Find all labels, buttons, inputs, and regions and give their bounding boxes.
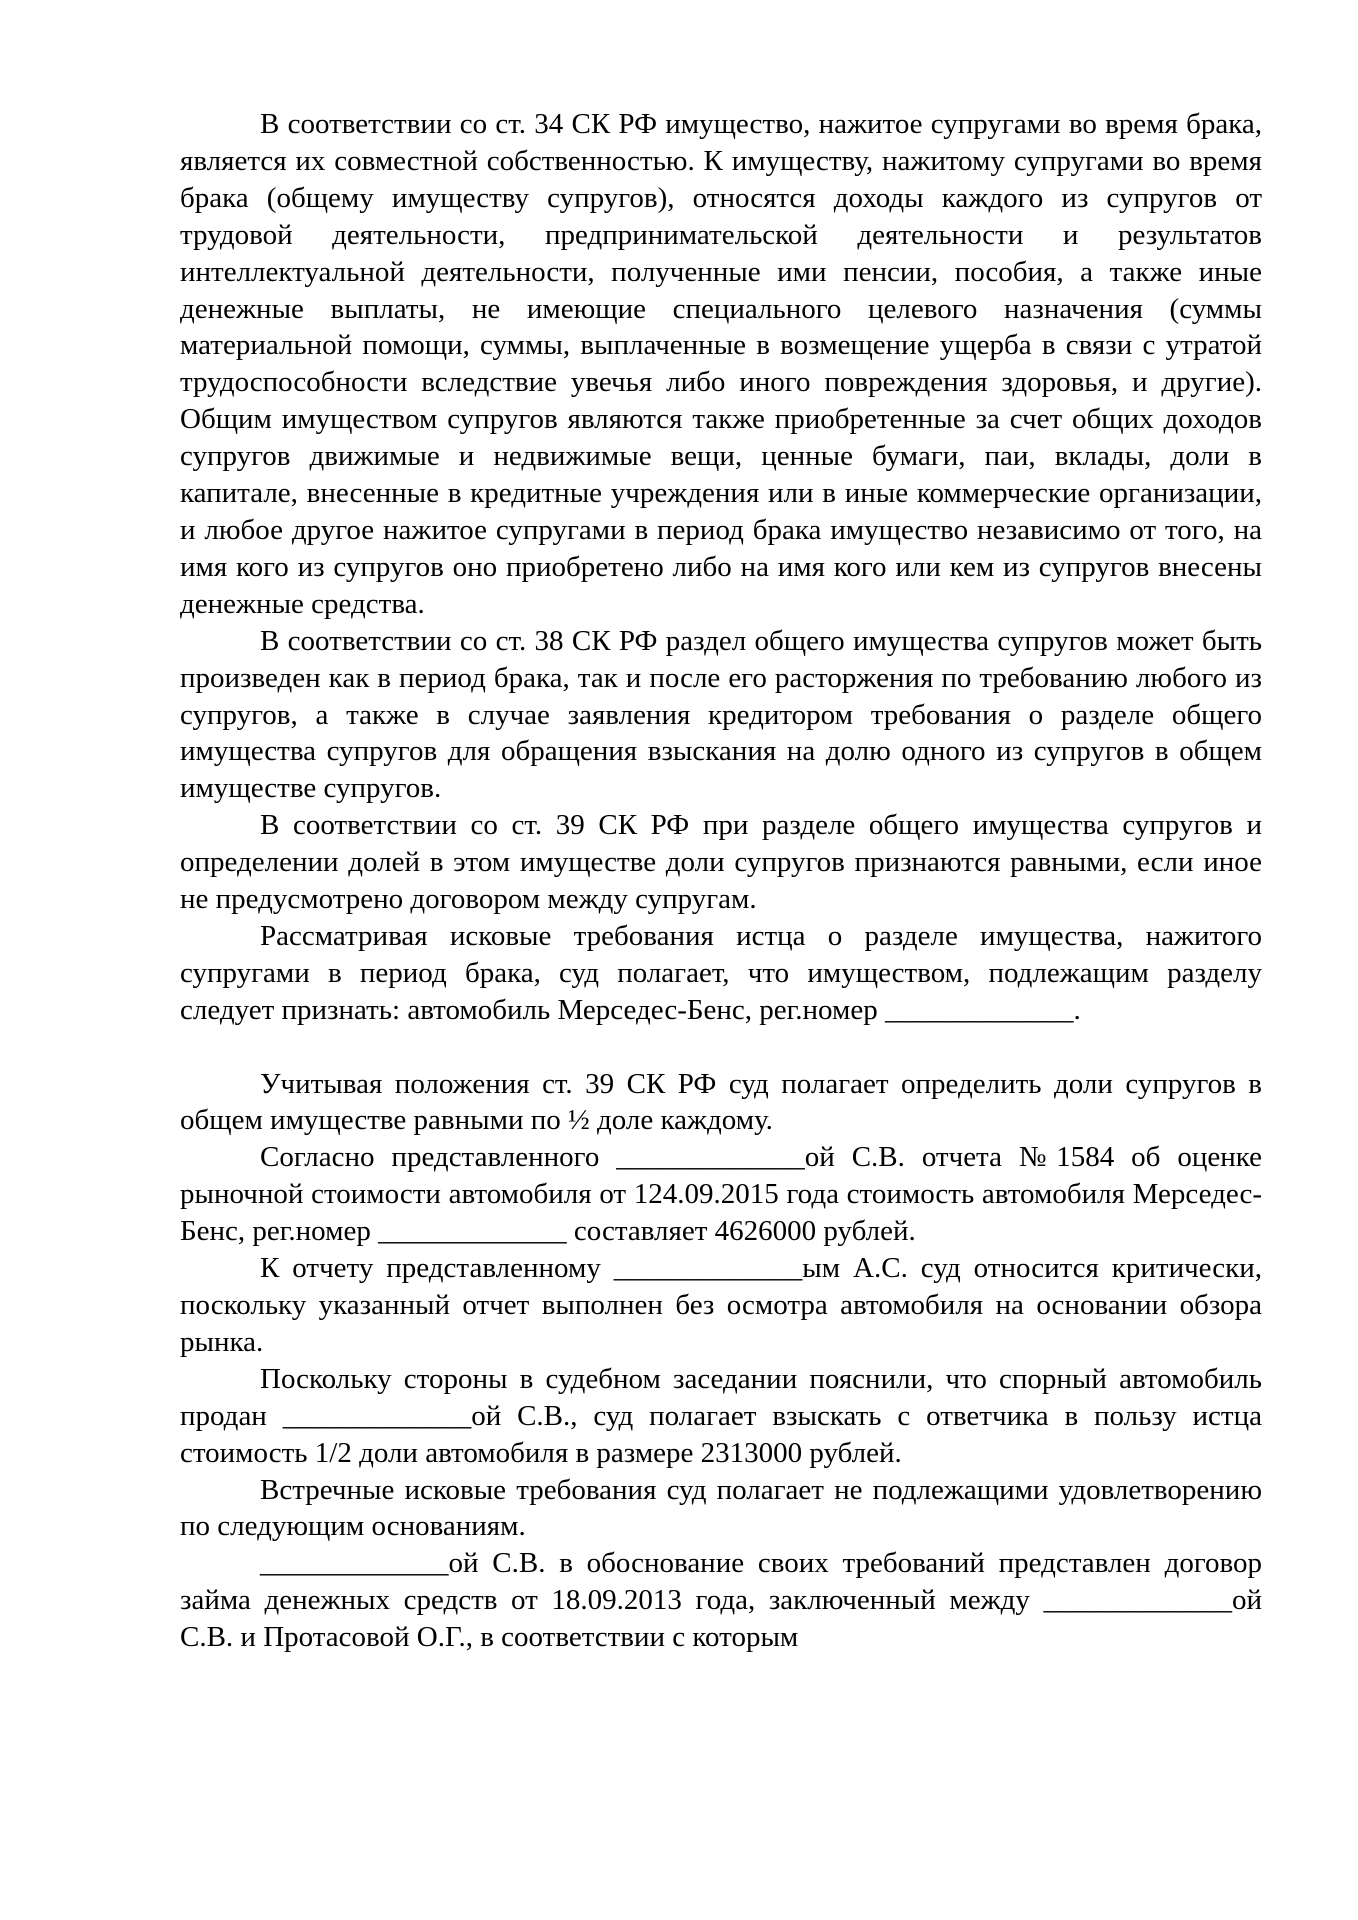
- paragraph-equal-shares: Учитывая положения ст. 39 СК РФ суд полагает определить доли супругов в общем имуществе равными по ½ доле каждому.: [180, 1067, 1262, 1137]
- paragraph-sale-compensation: Поскольку стороны в судебном заседании пояснили, что спорный автомобиль продан _____________ой С.В., суд полагает взыскать с ответчика в пользу истца стоимость 1/2 доли автомобиля в размере 2313000 рублей.: [180, 1362, 1262, 1469]
- paragraph-article-39: В соответствии со ст. 39 СК РФ при разделе общего имущества супругов и определении долей в этом имуществе доли супругов признаются равными, если иное не предусмотрено договором между супругам.: [180, 809, 1262, 916]
- paragraph-loan-agreement: _____________ой С.В. в обоснование своих требований представлен договор займа денежных средств от 18.09.2013 года, заключенный между _____________ой С.В. и Протасовой О.Г., в соответствии с которым: [180, 1547, 1262, 1654]
- document-body: [180, 106, 1262, 1656]
- paragraph-valuation-report: Согласно представленного _____________ой С.В. отчета №1584 об оценке рыночной стоимости автомобиля от 124.09.2015 года стоимость автомобиля Мерседес-Бенс, рег.номер _____________ составляет 4626000 рублей.: [180, 1141, 1262, 1248]
- paragraph-counterclaim: Встречные исковые требования суд полагает не подлежащими удовлетворению по следующим основаниям.: [180, 1473, 1262, 1543]
- paragraph-article-38: В соответствии со ст. 38 СК РФ раздел общего имущества супругов может быть произведен как в период брака, так и после его расторжения по требованию любого из супругов, а также в случае заявления кредитором требования о разделе общего имущества супругов для обращения взыскания на долю одного из супругов в общем имуществе супругов.: [180, 624, 1262, 805]
- paragraph-claim-review: Рассматривая исковые требования истца о разделе имущества, нажитого супругами в период брака, суд полагает, что имуществом, подлежащим разделу следует признать: автомобиль Мерседес-Бенс, рег.номер _____________.: [180, 919, 1262, 1026]
- paragraph-article-34: В соответствии со ст. 34 СК РФ имущество, нажитое супругами во время брака, является их совместной собственностью. К имуществу, нажитому супругами во время брака (общему имуществу супругов), относятся доходы каждого из супругов от трудовой деятельности, предпринимательской деятельности и результатов интеллектуальной деятельности, полученные ими пенсии, пособия, а также иные денежные выплаты, не имеющие специального целевого назначения (суммы материальной помощи, суммы, выплаченные в возмещение ущерба в связи с утратой трудоспособности вследствие увечья либо иного повреждения здоровья, и другие). Общим имуществом супругов являются также приобретенные за счет общих доходов супругов движимые и недвижимые вещи, ценные бумаги, паи, вклады, доли в капитале, внесенные в кредитные учреждения или в иные коммерческие организации, и любое другое нажитое супругами в период брака имущество независимо от того, на имя кого из супругов оно приобретено либо на имя кого или кем из супругов внесены денежные средства.: [180, 108, 1262, 620]
- paragraph-spacer: [180, 1029, 1262, 1066]
- paragraph-report-criticism: К отчету представленному _____________ым А.С. суд относится критически, поскольку указанный отчет выполнен без осмотра автомобиля на основании обзора рынка.: [180, 1252, 1262, 1358]
